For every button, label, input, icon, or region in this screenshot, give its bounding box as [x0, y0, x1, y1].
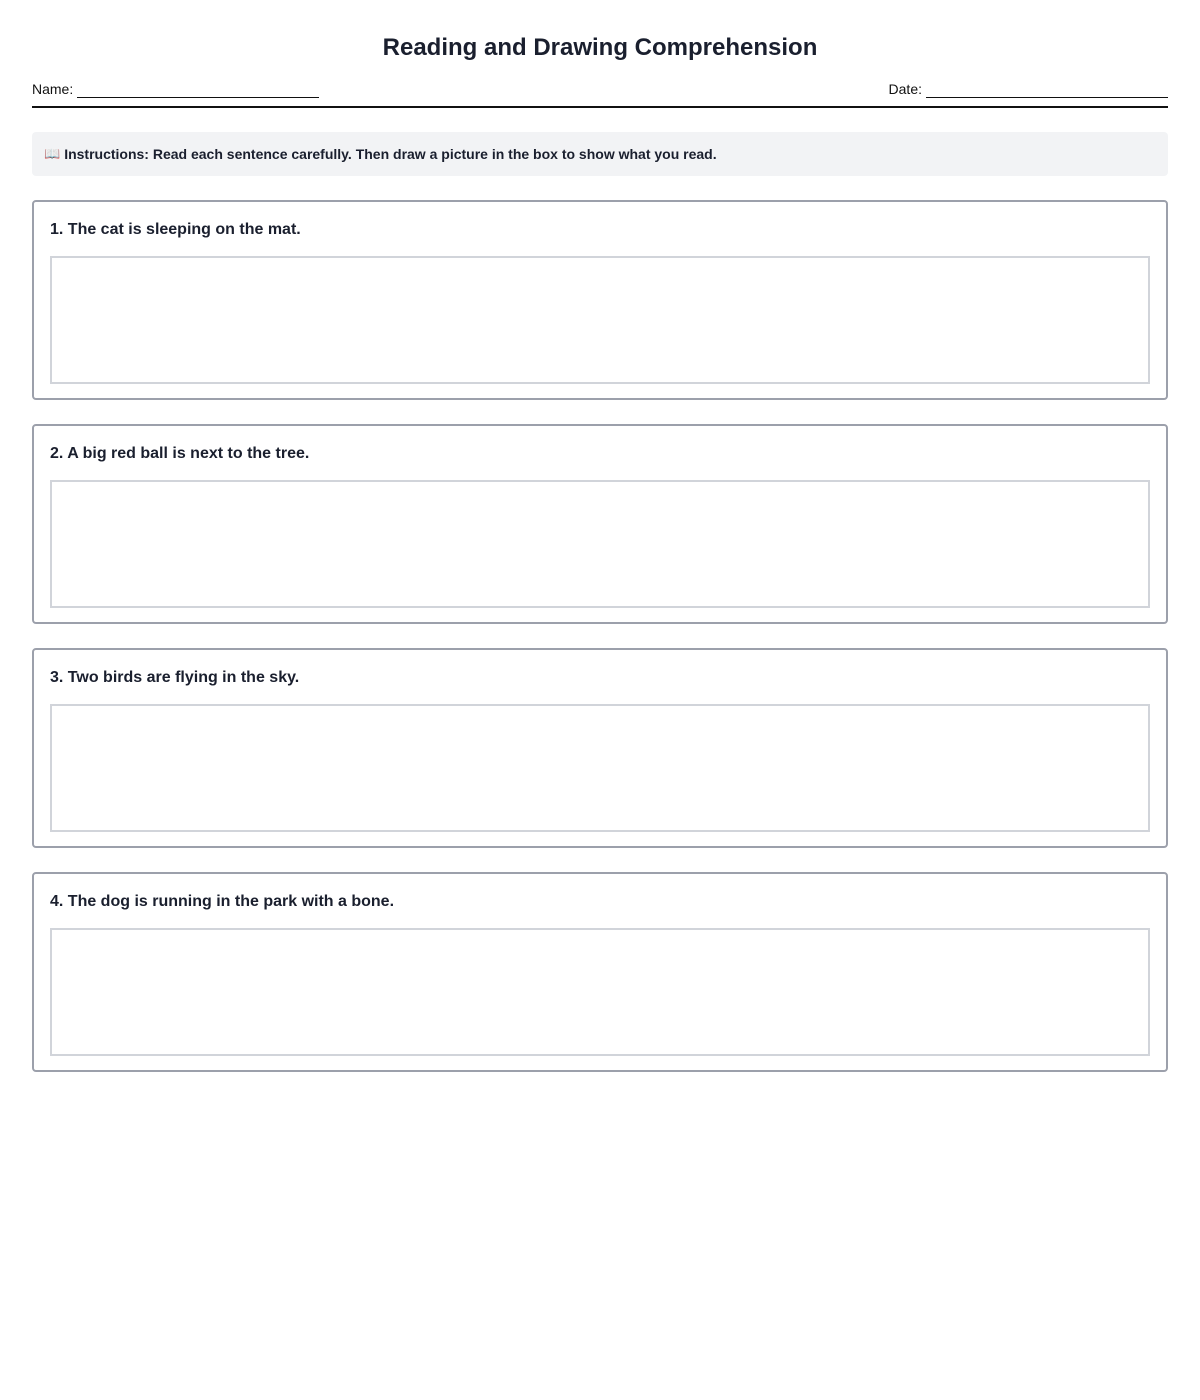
drawing-box[interactable] [50, 480, 1150, 608]
question-card [32, 872, 1168, 1072]
name-label: Name: [32, 81, 74, 97]
instructions-text: Instructions: Read each sentence carefully. Then draw a picture in the box to show what you read. [64, 146, 717, 162]
question-sentence: 4. The dog is running in the park with a bone. [50, 893, 395, 910]
instructions-banner [32, 132, 1168, 176]
date-field[interactable] [889, 80, 1168, 98]
drawing-box[interactable] [50, 928, 1150, 1056]
name-field[interactable] [32, 80, 319, 98]
date-label: Date: [888, 81, 922, 97]
question-card [32, 200, 1168, 400]
book-icon: 📖 [44, 146, 61, 161]
drawing-box[interactable] [50, 704, 1150, 832]
question-list [32, 200, 1168, 1072]
name-blank-line[interactable] [77, 84, 319, 98]
drawing-box[interactable] [50, 256, 1150, 384]
page-title: Reading and Drawing Comprehension [382, 34, 818, 61]
question-sentence: 2. A big red ball is next to the tree. [50, 445, 310, 462]
question-sentence: 1. The cat is sleeping on the mat. [50, 221, 301, 238]
question-card [32, 424, 1168, 624]
question-card [32, 648, 1168, 848]
question-sentence: 3. Two birds are flying in the sky. [50, 669, 300, 686]
header-fields [32, 80, 1168, 108]
date-blank-line[interactable] [926, 84, 1168, 98]
